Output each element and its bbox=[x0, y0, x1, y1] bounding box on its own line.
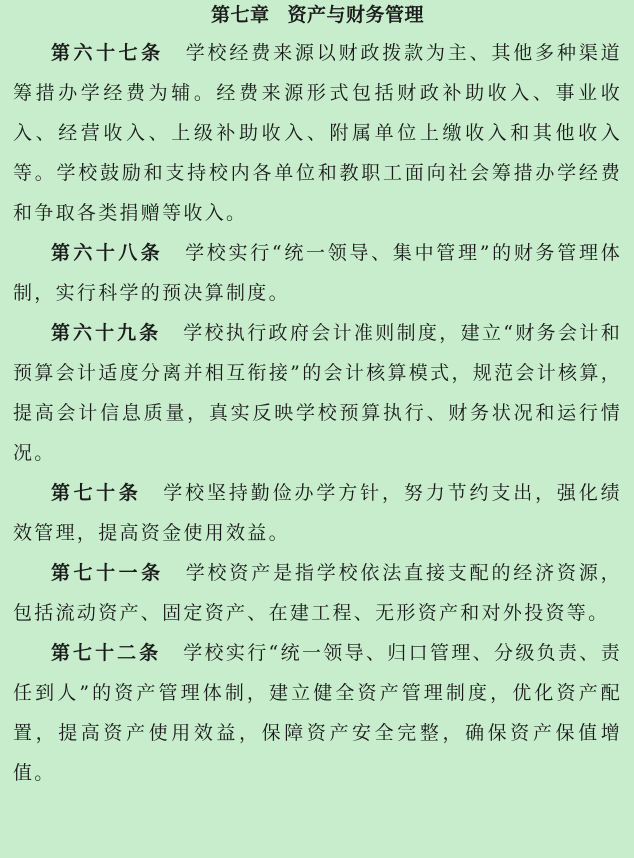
article-number: 第七十二条 bbox=[51, 642, 162, 664]
article-67 bbox=[13, 33, 622, 233]
article-text: 学校执行政府会计准则制度，建立“财务会计和预算会计适度分离并相互衔接”的会计核算模式，规范会计核算，提高会计信息质量，真实反映学校预算执行、财务状况和运行情况。 bbox=[13, 322, 622, 464]
article-number: 第七十一条 bbox=[51, 562, 164, 584]
article-text: 学校实行“统一领导、集中管理”的财务管理体制，实行科学的预决算制度。 bbox=[13, 242, 622, 304]
article-number: 第六十七条 bbox=[51, 42, 164, 64]
article-69 bbox=[13, 313, 622, 473]
article-number: 第七十条 bbox=[51, 482, 142, 504]
article-72 bbox=[13, 633, 622, 793]
article-68 bbox=[13, 233, 622, 313]
article-71 bbox=[13, 553, 622, 633]
chapter-title bbox=[13, 0, 622, 33]
article-70 bbox=[13, 473, 622, 553]
article-text: 学校资产是指学校依法直接支配的经济资源，包括流动资产、固定资产、在建工程、无形资产和对外投资等。 bbox=[13, 562, 622, 624]
article-text: 学校实行“统一领导、归口管理、分级负责、责任到人”的资产管理体制，建立健全资产管理制度，优化资产配置，提高资产使用效益，保障资产安全完整，确保资产保值增值。 bbox=[13, 642, 622, 784]
chapter-name: 资产与财务管理 bbox=[287, 4, 425, 26]
article-text: 学校坚持勤俭办学方针，努力节约支出，强化绩效管理，提高资金使用效益。 bbox=[13, 482, 622, 544]
article-number: 第六十九条 bbox=[51, 322, 162, 344]
article-number: 第六十八条 bbox=[51, 242, 164, 264]
article-text: 学校经费来源以财政拨款为主、其他多种渠道筹措办学经费为辅。经费来源形式包括财政补助收入、事业收入、经营收入、上级补助收入、附属单位上缴收入和其他收入等。学校鼓励和支持校内各单位和教职工面向社会筹措办学经费和争取各类捐赠等收入。 bbox=[13, 42, 622, 224]
chapter-number: 第七章 bbox=[210, 4, 270, 26]
